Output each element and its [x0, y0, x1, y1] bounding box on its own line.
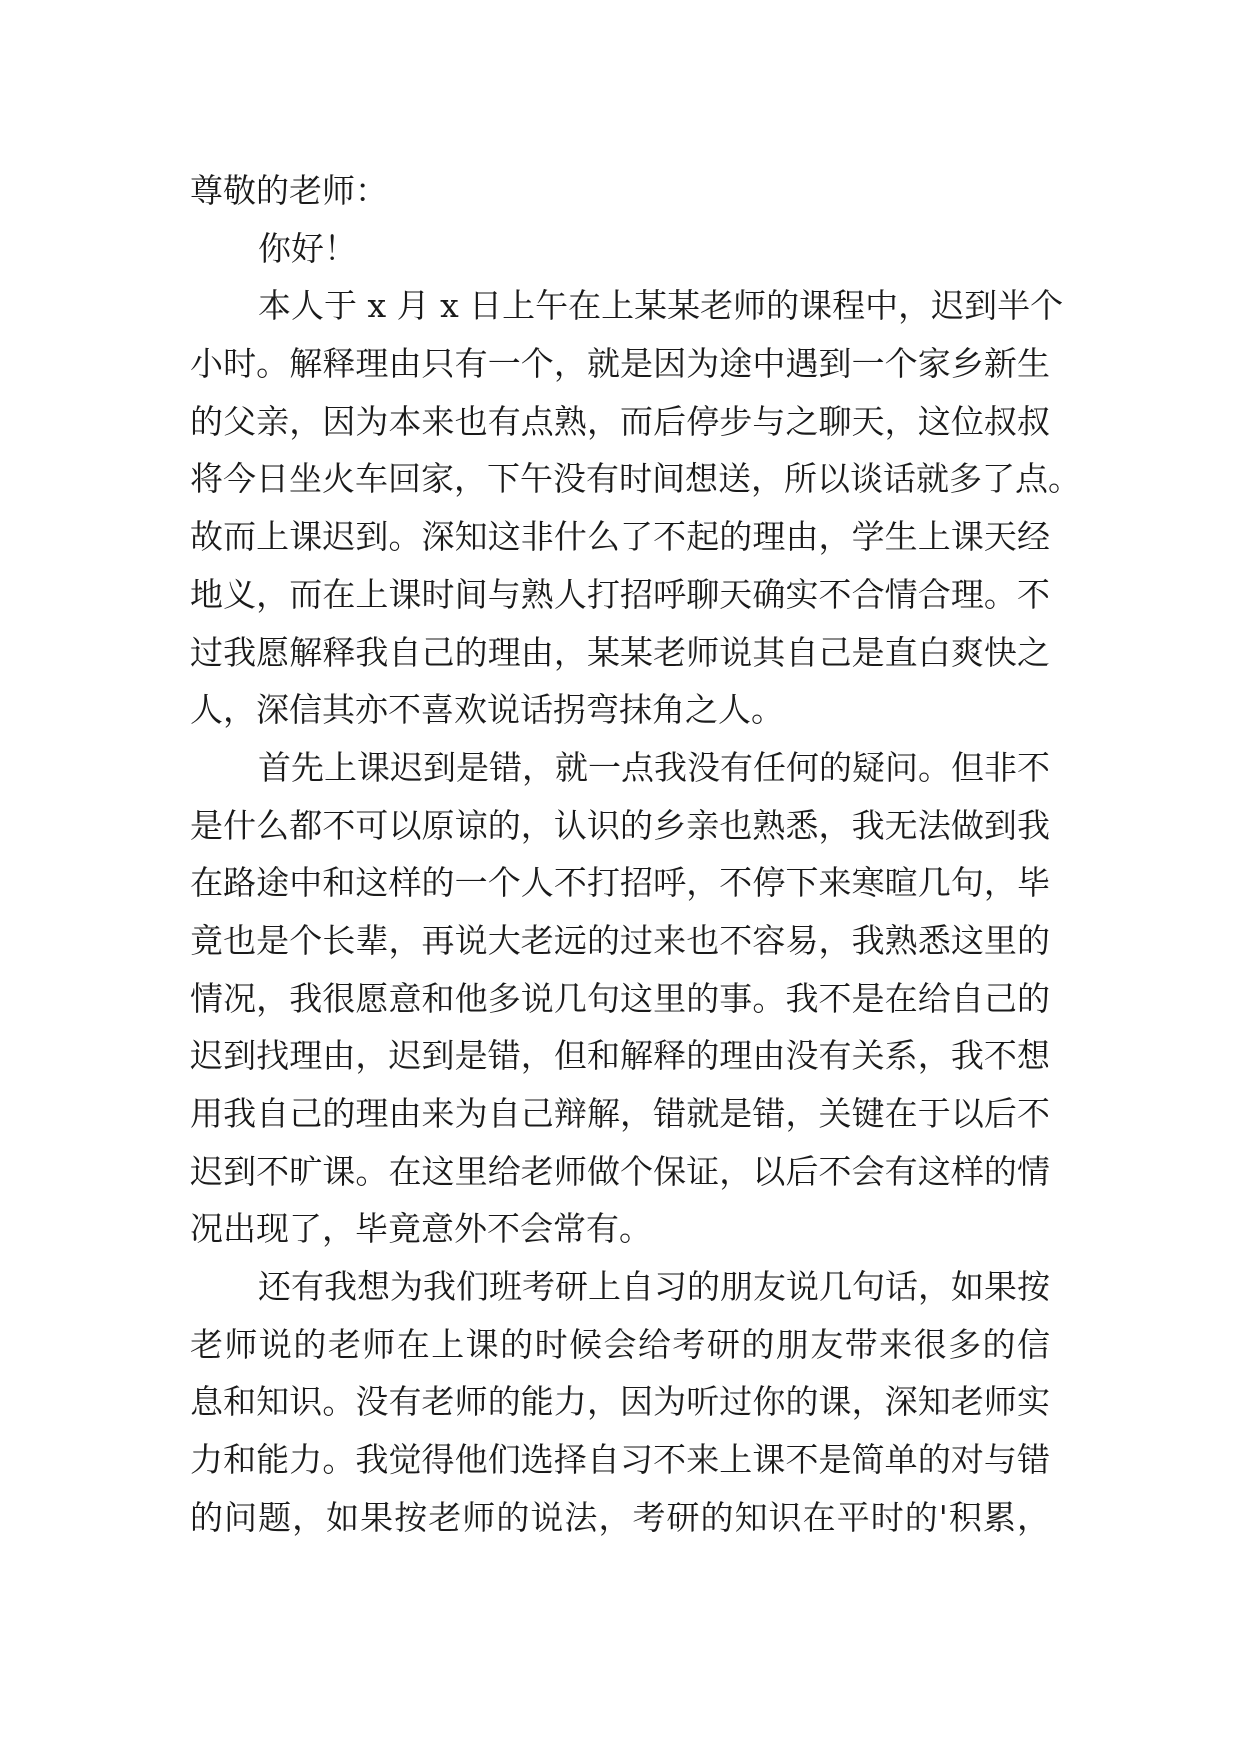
paragraph-line: 况出现了，毕竟意外不会常有。 — [190, 1209, 652, 1249]
paragraph-line: 力和能力。我觉得他们选择自习不来上课不是简单的对与错 — [190, 1440, 1050, 1480]
letter-body — [190, 162, 1081, 1547]
paragraph-3 — [190, 1258, 1050, 1546]
paragraph-1 — [190, 277, 1081, 739]
paragraph-line: 在路途中和这样的一个人不打招呼，不停下来寒暄几句，毕 — [190, 863, 1050, 903]
paragraph-line: 本人于 x 月 x 日上午在上某某老师的课程中，迟到半个 — [258, 286, 1064, 326]
paragraph-line: 的父亲，因为本来也有点熟，而后停步与之聊天，这位叔叔 — [190, 401, 1050, 441]
paragraph-line: 迟到找理由，迟到是错，但和解释的理由没有关系，我不想 — [190, 1036, 1050, 1076]
salutation: 尊敬的老师： — [190, 171, 388, 210]
paragraph-line: 的问题，如果按老师的说法，考研的知识在平时的'积累， — [190, 1497, 1050, 1537]
paragraph-line: 用我自己的理由来为自己辩解，错就是错，关键在于以后不 — [190, 1094, 1050, 1133]
paragraph-line: 人，深信其亦不喜欢说话拐弯抹角之人。 — [190, 690, 784, 730]
paragraph-line: 息和知识。没有老师的能力，因为听过你的课，深知老师实 — [190, 1382, 1050, 1422]
paragraph-line: 小时。解释理由只有一个，就是因为途中遇到一个家乡新生 — [190, 344, 1050, 384]
paragraph-line: 故而上课迟到。深知这非什么了不起的理由，学生上课天经 — [190, 517, 1050, 557]
paragraph-line: 首先上课迟到是错，就一点我没有任何的疑问。但非不 — [258, 747, 1050, 787]
paragraph-line: 还有我想为我们班考研上自习的朋友说几句话，如果按 — [258, 1267, 1050, 1307]
greeting: 你好！ — [258, 228, 357, 268]
paragraph-line: 过我愿解释我自己的理由，某某老师说其自己是直白爽快之 — [190, 632, 1050, 672]
paragraph-line: 是什么都不可以原谅的，认识的乡亲也熟悉，我无法做到我 — [190, 805, 1050, 845]
paragraph-line: 迟到不旷课。在这里给老师做个保证，以后不会有这样的情 — [190, 1151, 1050, 1191]
paragraph-2 — [190, 739, 1050, 1258]
paragraph-line: 竟也是个长辈，再说大老远的过来也不容易，我熟悉这里的 — [190, 920, 1050, 960]
paragraph-line: 老师说的老师在上课的时候会给考研的朋友带来很多的信 — [190, 1324, 1050, 1364]
paragraph-line: 地义，而在上课时间与熟人打招呼聊天确实不合情合理。不 — [190, 574, 1050, 614]
paragraph-line: 将今日坐火车回家，下午没有时间想送，所以谈话就多了点。 — [190, 459, 1081, 499]
paragraph-line: 情况，我很愿意和他多说几句这里的事。我不是在给自己的 — [190, 978, 1050, 1018]
